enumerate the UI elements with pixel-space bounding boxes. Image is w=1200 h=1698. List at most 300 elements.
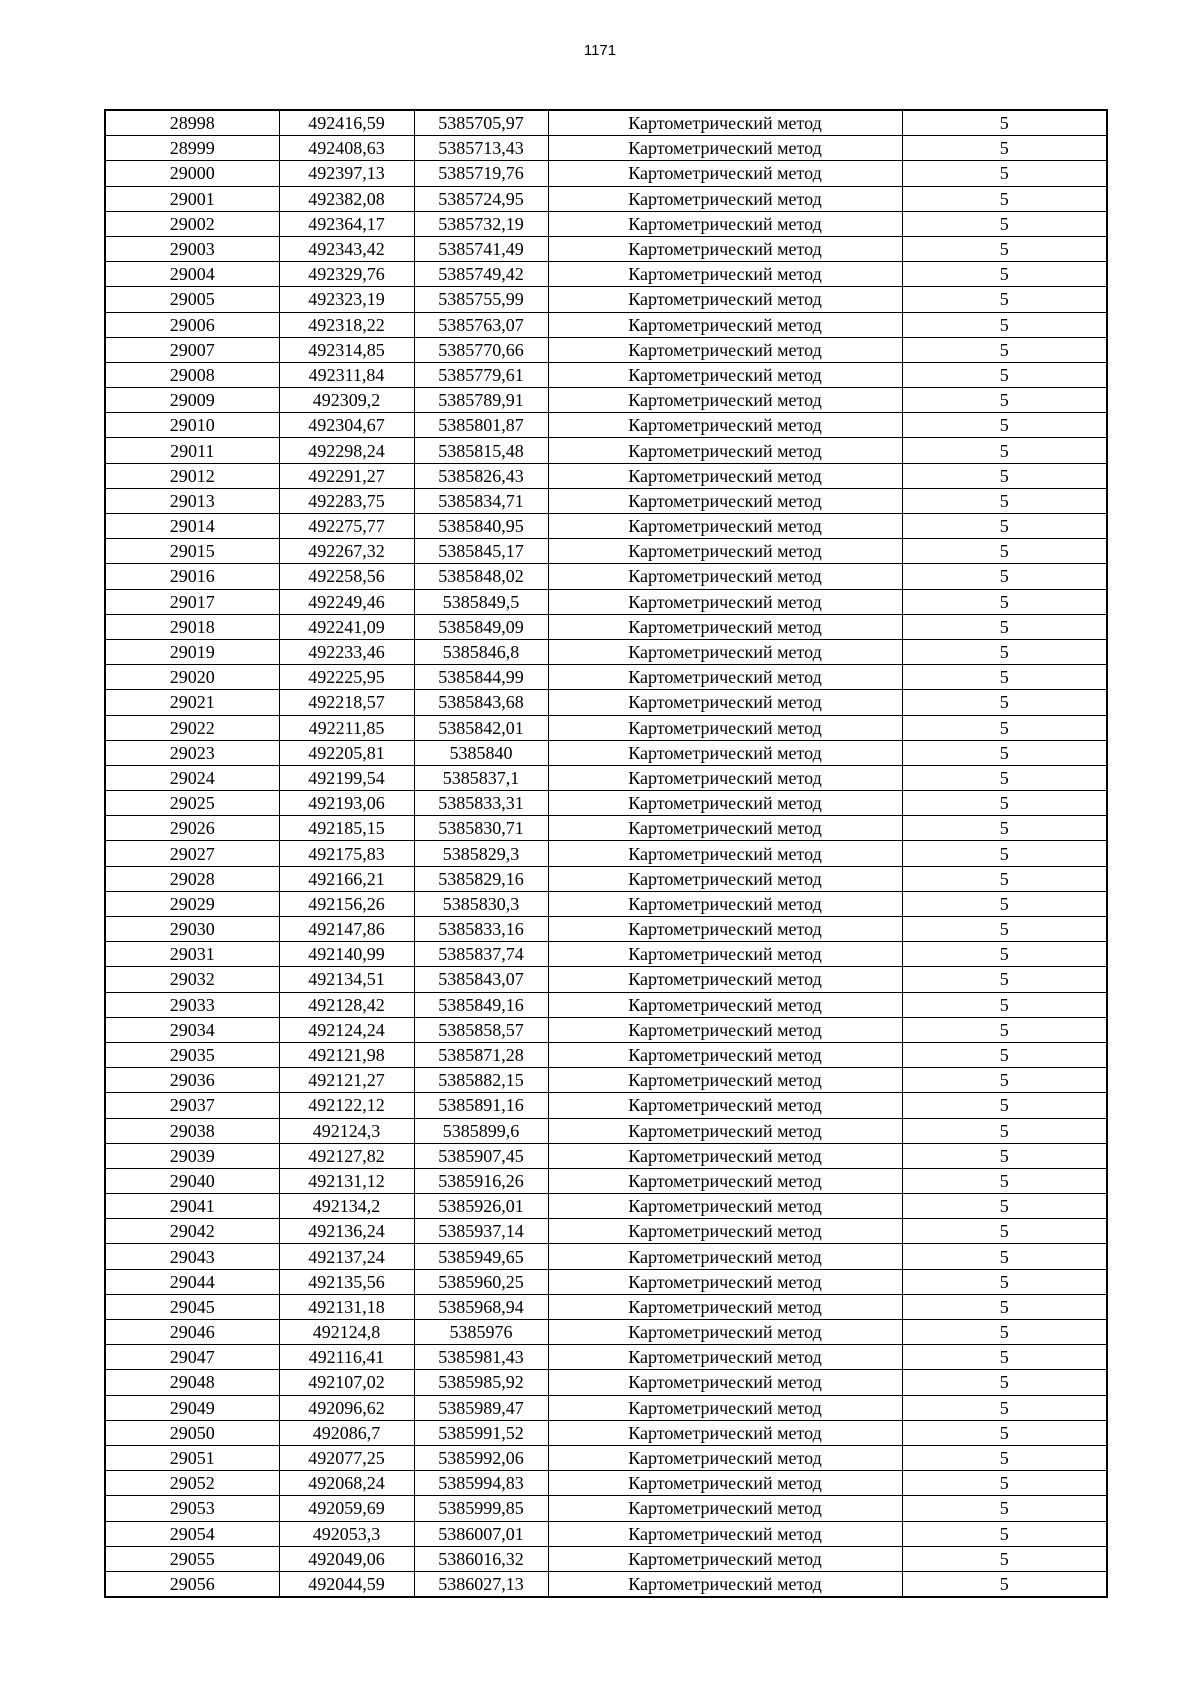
method-cell: Картометрический метод xyxy=(548,1219,902,1244)
table-row xyxy=(105,1395,1107,1420)
point-number-cell: 29044 xyxy=(105,1269,279,1294)
method-cell: Картометрический метод xyxy=(548,1244,902,1269)
table-row xyxy=(105,1496,1107,1521)
y-coordinate-cell: 5385826,43 xyxy=(414,463,548,488)
table-row xyxy=(105,639,1107,664)
y-coordinate-cell: 5385830,3 xyxy=(414,891,548,916)
y-coordinate-cell: 5385840,95 xyxy=(414,514,548,539)
point-number-cell: 29036 xyxy=(105,1068,279,1093)
method-cell: Картометрический метод xyxy=(548,186,902,211)
y-coordinate-cell: 5385845,17 xyxy=(414,539,548,564)
accuracy-cell: 5 xyxy=(902,1496,1107,1521)
y-coordinate-cell: 5385789,91 xyxy=(414,388,548,413)
method-cell: Картометрический метод xyxy=(548,715,902,740)
method-cell: Картометрический метод xyxy=(548,1320,902,1345)
y-coordinate-cell: 5385858,57 xyxy=(414,1017,548,1042)
x-coordinate-cell: 492128,42 xyxy=(279,992,414,1017)
accuracy-cell: 5 xyxy=(902,1571,1107,1597)
x-coordinate-cell: 492124,8 xyxy=(279,1320,414,1345)
table-row xyxy=(105,715,1107,740)
x-coordinate-cell: 492267,32 xyxy=(279,539,414,564)
y-coordinate-cell: 5385844,99 xyxy=(414,665,548,690)
x-coordinate-cell: 492121,98 xyxy=(279,1042,414,1067)
accuracy-cell: 5 xyxy=(902,1093,1107,1118)
table-row xyxy=(105,186,1107,211)
x-coordinate-cell: 492225,95 xyxy=(279,665,414,690)
x-coordinate-cell: 492077,25 xyxy=(279,1445,414,1470)
table-row xyxy=(105,161,1107,186)
x-coordinate-cell: 492291,27 xyxy=(279,463,414,488)
x-coordinate-cell: 492249,46 xyxy=(279,589,414,614)
x-coordinate-cell: 492304,67 xyxy=(279,413,414,438)
accuracy-cell: 5 xyxy=(902,1420,1107,1445)
x-coordinate-cell: 492053,3 xyxy=(279,1521,414,1546)
y-coordinate-cell: 5385719,76 xyxy=(414,161,548,186)
point-number-cell: 29040 xyxy=(105,1168,279,1193)
y-coordinate-cell: 5385763,07 xyxy=(414,312,548,337)
x-coordinate-cell: 492134,2 xyxy=(279,1194,414,1219)
accuracy-cell: 5 xyxy=(902,791,1107,816)
table-row xyxy=(105,917,1107,942)
x-coordinate-cell: 492107,02 xyxy=(279,1370,414,1395)
table-row xyxy=(105,690,1107,715)
method-cell: Картометрический метод xyxy=(548,564,902,589)
table-row xyxy=(105,891,1107,916)
y-coordinate-cell: 5385749,42 xyxy=(414,262,548,287)
x-coordinate-cell: 492314,85 xyxy=(279,337,414,362)
y-coordinate-cell: 5385991,52 xyxy=(414,1420,548,1445)
method-cell: Картометрический метод xyxy=(548,463,902,488)
accuracy-cell: 5 xyxy=(902,161,1107,186)
point-number-cell: 29021 xyxy=(105,690,279,715)
table-row xyxy=(105,1445,1107,1470)
y-coordinate-cell: 5385937,14 xyxy=(414,1219,548,1244)
accuracy-cell: 5 xyxy=(902,438,1107,463)
point-number-cell: 29004 xyxy=(105,262,279,287)
x-coordinate-cell: 492137,24 xyxy=(279,1244,414,1269)
y-coordinate-cell: 5385815,48 xyxy=(414,438,548,463)
point-number-cell: 29009 xyxy=(105,388,279,413)
point-number-cell: 29047 xyxy=(105,1345,279,1370)
accuracy-cell: 5 xyxy=(902,816,1107,841)
point-number-cell: 29018 xyxy=(105,614,279,639)
y-coordinate-cell: 5385968,94 xyxy=(414,1294,548,1319)
accuracy-cell: 5 xyxy=(902,1068,1107,1093)
accuracy-cell: 5 xyxy=(902,1017,1107,1042)
y-coordinate-cell: 5385843,68 xyxy=(414,690,548,715)
x-coordinate-cell: 492275,77 xyxy=(279,514,414,539)
x-coordinate-cell: 492131,12 xyxy=(279,1168,414,1193)
point-number-cell: 29029 xyxy=(105,891,279,916)
point-number-cell: 29028 xyxy=(105,866,279,891)
y-coordinate-cell: 5385899,6 xyxy=(414,1118,548,1143)
table-row xyxy=(105,1093,1107,1118)
table-row xyxy=(105,1420,1107,1445)
method-cell: Картометрический метод xyxy=(548,1194,902,1219)
method-cell: Картометрический метод xyxy=(548,740,902,765)
table-row xyxy=(105,816,1107,841)
point-number-cell: 29032 xyxy=(105,967,279,992)
accuracy-cell: 5 xyxy=(902,765,1107,790)
x-coordinate-cell: 492124,24 xyxy=(279,1017,414,1042)
accuracy-cell: 5 xyxy=(902,337,1107,362)
table-row xyxy=(105,110,1107,136)
point-number-cell: 29026 xyxy=(105,816,279,841)
y-coordinate-cell: 5385891,16 xyxy=(414,1093,548,1118)
x-coordinate-cell: 492156,26 xyxy=(279,891,414,916)
table-row xyxy=(105,967,1107,992)
point-number-cell: 29025 xyxy=(105,791,279,816)
table-row xyxy=(105,236,1107,261)
method-cell: Картометрический метод xyxy=(548,1143,902,1168)
point-number-cell: 29037 xyxy=(105,1093,279,1118)
table-row xyxy=(105,1370,1107,1395)
method-cell: Картометрический метод xyxy=(548,362,902,387)
method-cell: Картометрический метод xyxy=(548,614,902,639)
point-number-cell: 29055 xyxy=(105,1546,279,1571)
method-cell: Картометрический метод xyxy=(548,539,902,564)
method-cell: Картометрический метод xyxy=(548,967,902,992)
accuracy-cell: 5 xyxy=(902,841,1107,866)
point-number-cell: 29043 xyxy=(105,1244,279,1269)
x-coordinate-cell: 492211,85 xyxy=(279,715,414,740)
table-row xyxy=(105,1118,1107,1143)
table-row xyxy=(105,1168,1107,1193)
y-coordinate-cell: 5385833,16 xyxy=(414,917,548,942)
method-cell: Картометрический метод xyxy=(548,891,902,916)
x-coordinate-cell: 492343,42 xyxy=(279,236,414,261)
table-row xyxy=(105,287,1107,312)
x-coordinate-cell: 492205,81 xyxy=(279,740,414,765)
y-coordinate-cell: 5385833,31 xyxy=(414,791,548,816)
x-coordinate-cell: 492166,21 xyxy=(279,866,414,891)
table-row xyxy=(105,539,1107,564)
page-number: 1171 xyxy=(583,42,617,59)
point-number-cell: 29027 xyxy=(105,841,279,866)
point-number-cell: 29012 xyxy=(105,463,279,488)
y-coordinate-cell: 5385849,09 xyxy=(414,614,548,639)
point-number-cell: 29020 xyxy=(105,665,279,690)
table-row xyxy=(105,942,1107,967)
table-row xyxy=(105,740,1107,765)
y-coordinate-cell: 5385882,15 xyxy=(414,1068,548,1093)
table-row xyxy=(105,514,1107,539)
method-cell: Картометрический метод xyxy=(548,765,902,790)
accuracy-cell: 5 xyxy=(902,614,1107,639)
accuracy-cell: 5 xyxy=(902,589,1107,614)
accuracy-cell: 5 xyxy=(902,211,1107,236)
point-number-cell: 29038 xyxy=(105,1118,279,1143)
y-coordinate-cell: 5385779,61 xyxy=(414,362,548,387)
point-number-cell: 29014 xyxy=(105,514,279,539)
point-number-cell: 29008 xyxy=(105,362,279,387)
x-coordinate-cell: 492241,09 xyxy=(279,614,414,639)
method-cell: Картометрический метод xyxy=(548,665,902,690)
method-cell: Картометрический метод xyxy=(548,1118,902,1143)
x-coordinate-cell: 492059,69 xyxy=(279,1496,414,1521)
table-row xyxy=(105,841,1107,866)
method-cell: Картометрический метод xyxy=(548,1068,902,1093)
y-coordinate-cell: 5385770,66 xyxy=(414,337,548,362)
point-number-cell: 29041 xyxy=(105,1194,279,1219)
point-number-cell: 29017 xyxy=(105,589,279,614)
x-coordinate-cell: 492124,3 xyxy=(279,1118,414,1143)
x-coordinate-cell: 492309,2 xyxy=(279,388,414,413)
point-number-cell: 29042 xyxy=(105,1219,279,1244)
method-cell: Картометрический метод xyxy=(548,589,902,614)
y-coordinate-cell: 5385834,71 xyxy=(414,488,548,513)
table-row xyxy=(105,1345,1107,1370)
point-number-cell: 29003 xyxy=(105,236,279,261)
method-cell: Картометрический метод xyxy=(548,262,902,287)
accuracy-cell: 5 xyxy=(902,992,1107,1017)
accuracy-cell: 5 xyxy=(902,1445,1107,1470)
y-coordinate-cell: 5385713,43 xyxy=(414,136,548,161)
table-row xyxy=(105,1143,1107,1168)
table-row xyxy=(105,1294,1107,1319)
x-coordinate-cell: 492140,99 xyxy=(279,942,414,967)
accuracy-cell: 5 xyxy=(902,1118,1107,1143)
point-number-cell: 29007 xyxy=(105,337,279,362)
y-coordinate-cell: 5385960,25 xyxy=(414,1269,548,1294)
table-row xyxy=(105,262,1107,287)
table-row xyxy=(105,1244,1107,1269)
table-row xyxy=(105,1471,1107,1496)
point-number-cell: 29015 xyxy=(105,539,279,564)
method-cell: Картометрический метод xyxy=(548,1571,902,1597)
method-cell: Картометрический метод xyxy=(548,136,902,161)
accuracy-cell: 5 xyxy=(902,690,1107,715)
point-number-cell: 29000 xyxy=(105,161,279,186)
table-row xyxy=(105,1068,1107,1093)
point-number-cell: 29054 xyxy=(105,1521,279,1546)
y-coordinate-cell: 5385849,5 xyxy=(414,589,548,614)
table-row xyxy=(105,1194,1107,1219)
table-row xyxy=(105,337,1107,362)
accuracy-cell: 5 xyxy=(902,539,1107,564)
method-cell: Картометрический метод xyxy=(548,514,902,539)
accuracy-cell: 5 xyxy=(902,866,1107,891)
y-coordinate-cell: 5385755,99 xyxy=(414,287,548,312)
x-coordinate-cell: 492318,22 xyxy=(279,312,414,337)
table-body xyxy=(105,110,1107,1597)
point-number-cell: 29048 xyxy=(105,1370,279,1395)
y-coordinate-cell: 5385907,45 xyxy=(414,1143,548,1168)
accuracy-cell: 5 xyxy=(902,1143,1107,1168)
x-coordinate-cell: 492147,86 xyxy=(279,917,414,942)
y-coordinate-cell: 5385830,71 xyxy=(414,816,548,841)
x-coordinate-cell: 492298,24 xyxy=(279,438,414,463)
x-coordinate-cell: 492131,18 xyxy=(279,1294,414,1319)
table-row xyxy=(105,791,1107,816)
y-coordinate-cell: 5385976 xyxy=(414,1320,548,1345)
method-cell: Картометрический метод xyxy=(548,1017,902,1042)
x-coordinate-cell: 492116,41 xyxy=(279,1345,414,1370)
y-coordinate-cell: 5385949,65 xyxy=(414,1244,548,1269)
accuracy-cell: 5 xyxy=(902,1294,1107,1319)
y-coordinate-cell: 5385801,87 xyxy=(414,413,548,438)
table-row xyxy=(105,438,1107,463)
table-row xyxy=(105,312,1107,337)
point-number-cell: 29052 xyxy=(105,1471,279,1496)
x-coordinate-cell: 492122,12 xyxy=(279,1093,414,1118)
accuracy-cell: 5 xyxy=(902,388,1107,413)
x-coordinate-cell: 492283,75 xyxy=(279,488,414,513)
x-coordinate-cell: 492134,51 xyxy=(279,967,414,992)
point-number-cell: 29035 xyxy=(105,1042,279,1067)
accuracy-cell: 5 xyxy=(902,715,1107,740)
y-coordinate-cell: 5385992,06 xyxy=(414,1445,548,1470)
method-cell: Картометрический метод xyxy=(548,917,902,942)
point-number-cell: 29053 xyxy=(105,1496,279,1521)
y-coordinate-cell: 5385871,28 xyxy=(414,1042,548,1067)
y-coordinate-cell: 5386027,13 xyxy=(414,1571,548,1597)
point-number-cell: 29034 xyxy=(105,1017,279,1042)
point-number-cell: 29039 xyxy=(105,1143,279,1168)
x-coordinate-cell: 492086,7 xyxy=(279,1420,414,1445)
method-cell: Картометрический метод xyxy=(548,639,902,664)
method-cell: Картометрический метод xyxy=(548,1471,902,1496)
accuracy-cell: 5 xyxy=(902,236,1107,261)
accuracy-cell: 5 xyxy=(902,1244,1107,1269)
x-coordinate-cell: 492096,62 xyxy=(279,1395,414,1420)
table-row xyxy=(105,136,1107,161)
y-coordinate-cell: 5385981,43 xyxy=(414,1345,548,1370)
accuracy-cell: 5 xyxy=(902,312,1107,337)
table-row xyxy=(105,866,1107,891)
table-row xyxy=(105,992,1107,1017)
coordinates-table xyxy=(104,109,1108,1598)
point-number-cell: 29023 xyxy=(105,740,279,765)
x-coordinate-cell: 492364,17 xyxy=(279,211,414,236)
x-coordinate-cell: 492311,84 xyxy=(279,362,414,387)
x-coordinate-cell: 492416,59 xyxy=(279,110,414,136)
method-cell: Картометрический метод xyxy=(548,488,902,513)
accuracy-cell: 5 xyxy=(902,413,1107,438)
point-number-cell: 29006 xyxy=(105,312,279,337)
y-coordinate-cell: 5385846,8 xyxy=(414,639,548,664)
accuracy-cell: 5 xyxy=(902,1370,1107,1395)
x-coordinate-cell: 492068,24 xyxy=(279,1471,414,1496)
table-row xyxy=(105,614,1107,639)
accuracy-cell: 5 xyxy=(902,1471,1107,1496)
table-row xyxy=(105,765,1107,790)
method-cell: Картометрический метод xyxy=(548,161,902,186)
accuracy-cell: 5 xyxy=(902,463,1107,488)
method-cell: Картометрический метод xyxy=(548,1395,902,1420)
method-cell: Картометрический метод xyxy=(548,942,902,967)
method-cell: Картометрический метод xyxy=(548,1042,902,1067)
method-cell: Картометрический метод xyxy=(548,1269,902,1294)
point-number-cell: 29049 xyxy=(105,1395,279,1420)
method-cell: Картометрический метод xyxy=(548,690,902,715)
table-row xyxy=(105,211,1107,236)
accuracy-cell: 5 xyxy=(902,1168,1107,1193)
accuracy-cell: 5 xyxy=(902,967,1107,992)
accuracy-cell: 5 xyxy=(902,488,1107,513)
method-cell: Картометрический метод xyxy=(548,1521,902,1546)
x-coordinate-cell: 492329,76 xyxy=(279,262,414,287)
point-number-cell: 29016 xyxy=(105,564,279,589)
point-number-cell: 29011 xyxy=(105,438,279,463)
accuracy-cell: 5 xyxy=(902,1395,1107,1420)
point-number-cell: 29030 xyxy=(105,917,279,942)
x-coordinate-cell: 492258,56 xyxy=(279,564,414,589)
y-coordinate-cell: 5385985,92 xyxy=(414,1370,548,1395)
x-coordinate-cell: 492233,46 xyxy=(279,639,414,664)
table-row xyxy=(105,362,1107,387)
point-number-cell: 29019 xyxy=(105,639,279,664)
method-cell: Картометрический метод xyxy=(548,791,902,816)
method-cell: Картометрический метод xyxy=(548,211,902,236)
point-number-cell: 29046 xyxy=(105,1320,279,1345)
accuracy-cell: 5 xyxy=(902,891,1107,916)
method-cell: Картометрический метод xyxy=(548,1294,902,1319)
table-row xyxy=(105,1521,1107,1546)
accuracy-cell: 5 xyxy=(902,665,1107,690)
accuracy-cell: 5 xyxy=(902,740,1107,765)
method-cell: Картометрический метод xyxy=(548,1420,902,1445)
point-number-cell: 29010 xyxy=(105,413,279,438)
accuracy-cell: 5 xyxy=(902,639,1107,664)
method-cell: Картометрический метод xyxy=(548,1496,902,1521)
accuracy-cell: 5 xyxy=(902,136,1107,161)
table-row xyxy=(105,1320,1107,1345)
x-coordinate-cell: 492397,13 xyxy=(279,161,414,186)
y-coordinate-cell: 5385994,83 xyxy=(414,1471,548,1496)
x-coordinate-cell: 492049,06 xyxy=(279,1546,414,1571)
table-row xyxy=(105,564,1107,589)
y-coordinate-cell: 5385989,47 xyxy=(414,1395,548,1420)
y-coordinate-cell: 5386016,32 xyxy=(414,1546,548,1571)
y-coordinate-cell: 5385724,95 xyxy=(414,186,548,211)
accuracy-cell: 5 xyxy=(902,110,1107,136)
method-cell: Картометрический метод xyxy=(548,110,902,136)
x-coordinate-cell: 492121,27 xyxy=(279,1068,414,1093)
x-coordinate-cell: 492193,06 xyxy=(279,791,414,816)
y-coordinate-cell: 5385840 xyxy=(414,740,548,765)
y-coordinate-cell: 5385999,85 xyxy=(414,1496,548,1521)
method-cell: Картометрический метод xyxy=(548,312,902,337)
accuracy-cell: 5 xyxy=(902,917,1107,942)
table-row xyxy=(105,589,1107,614)
accuracy-cell: 5 xyxy=(902,186,1107,211)
point-number-cell: 29045 xyxy=(105,1294,279,1319)
point-number-cell: 29056 xyxy=(105,1571,279,1597)
point-number-cell: 29022 xyxy=(105,715,279,740)
point-number-cell: 29024 xyxy=(105,765,279,790)
x-coordinate-cell: 492218,57 xyxy=(279,690,414,715)
method-cell: Картометрический метод xyxy=(548,337,902,362)
y-coordinate-cell: 5385705,97 xyxy=(414,110,548,136)
x-coordinate-cell: 492127,82 xyxy=(279,1143,414,1168)
table-row xyxy=(105,463,1107,488)
accuracy-cell: 5 xyxy=(902,564,1107,589)
accuracy-cell: 5 xyxy=(902,1546,1107,1571)
accuracy-cell: 5 xyxy=(902,1219,1107,1244)
x-coordinate-cell: 492408,63 xyxy=(279,136,414,161)
accuracy-cell: 5 xyxy=(902,1345,1107,1370)
point-number-cell: 29031 xyxy=(105,942,279,967)
method-cell: Картометрический метод xyxy=(548,992,902,1017)
method-cell: Картометрический метод xyxy=(548,1168,902,1193)
table-row xyxy=(105,1219,1107,1244)
method-cell: Картометрический метод xyxy=(548,388,902,413)
x-coordinate-cell: 492135,56 xyxy=(279,1269,414,1294)
accuracy-cell: 5 xyxy=(902,362,1107,387)
accuracy-cell: 5 xyxy=(902,1521,1107,1546)
table-row xyxy=(105,1269,1107,1294)
